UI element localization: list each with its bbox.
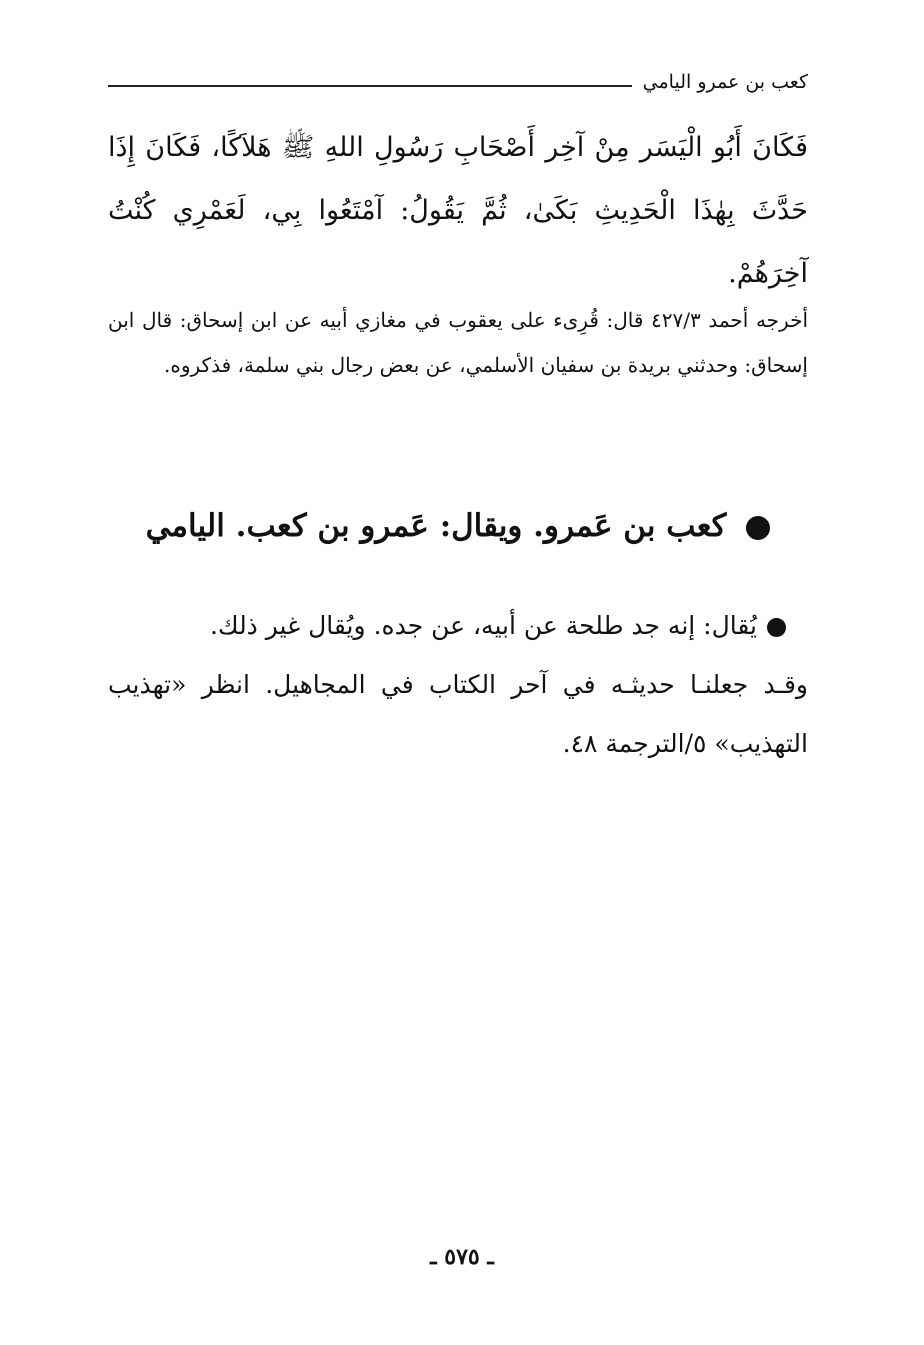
- bullet-icon: [767, 618, 786, 637]
- entry-first-line: [108, 596, 808, 655]
- running-title: كعب بن عمرو اليامي: [642, 71, 808, 93]
- entry-heading-text: كعب بن عَمرو. ويقال: عَمرو بن كعب. اليامي: [145, 508, 727, 544]
- bullet-icon: [746, 516, 770, 540]
- entry-heading: [108, 500, 808, 552]
- entry-continuation: وقـد جعلنـا حديثـه في آحر الكتاب في المجاهيل. انظر «تهذيب التهذيب» ٥/الترجمة ٤٨.: [108, 670, 808, 758]
- running-header: [108, 66, 808, 100]
- hadith-text: فَكَانَ أَبُو الْيَسَر مِنْ آخِر أَصْحَابِ رَسُولِ اللهِ ﷺ هَلاَكًا، فَكَانَ إِذَا حَدَّثَ بِهٰذَا الْحَدِيثِ بَكَىٰ، ثُمَّ يَقُولُ: آمْتَعُوا بِي، لَعَمْرِي كُنْتُ آخِرَهُمْ.: [108, 132, 808, 289]
- page-number: ـ ٥٧٥ ـ: [430, 1244, 494, 1270]
- header-rule: [108, 85, 632, 87]
- takhrij-note: أخرجه أحمد ٤٢٧/٣ قال: قُرِىء على يعقوب في مغازي أبيه عن ابن إسحاق: قال ابن إسحاق: وحدثني بريدة بن سفيان الأسلمي، عن بعض رجال بني سلمة، فذكروه.: [108, 308, 808, 377]
- entry-body: [108, 596, 808, 773]
- entry-first-line-text: يُقال: إنه جد طلحة عن أبيه، عن جده. ويُقال غير ذلك.: [210, 611, 757, 640]
